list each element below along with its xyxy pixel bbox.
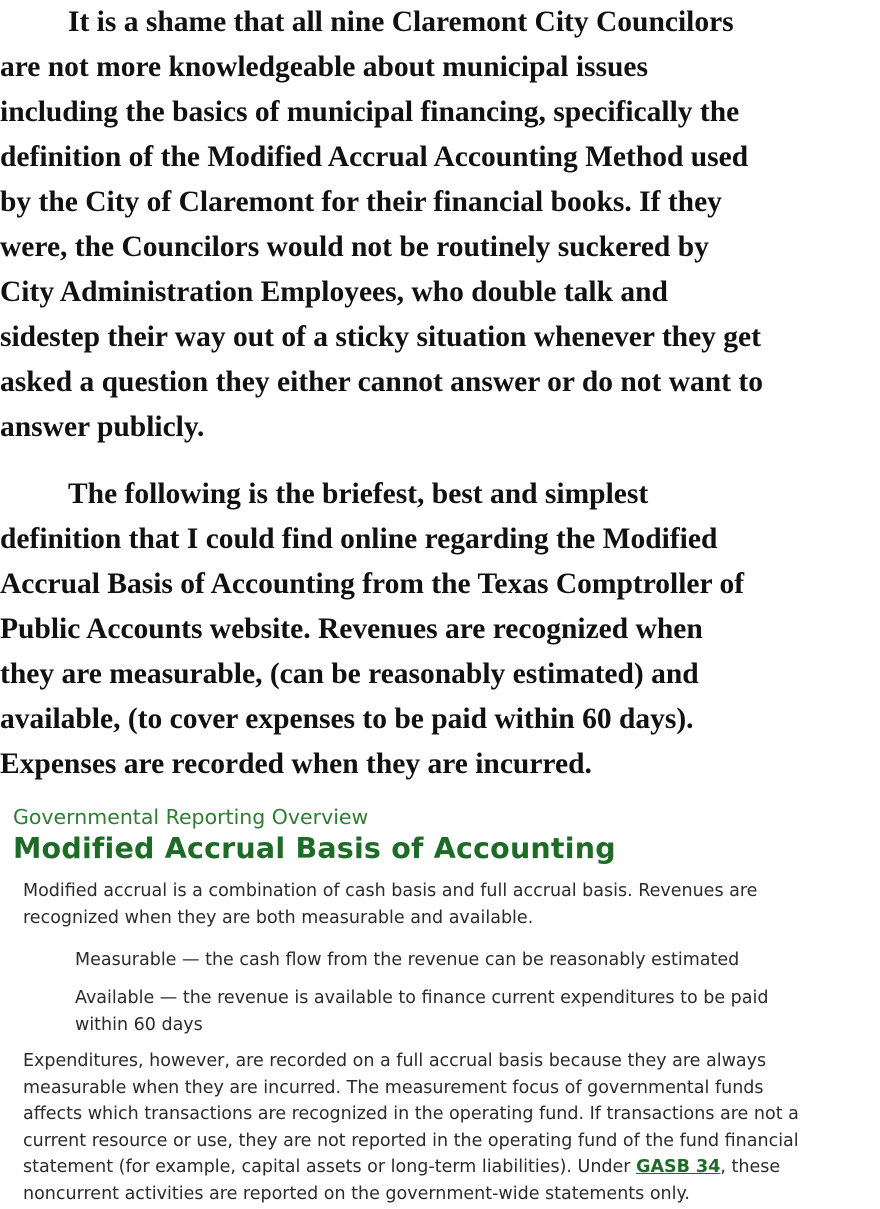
expenditures-paragraph: [23, 1048, 799, 1207]
intro-paragraph: [23, 878, 757, 931]
essay-line: City Administration Employees, who double talk and: [0, 276, 668, 308]
text-line: current resource or use, they are not reported in the operating fund of the fund financial: [23, 1130, 799, 1151]
text-segment: , these: [720, 1157, 781, 1177]
text-line: recognized when they are both measurable and available.: [23, 907, 534, 928]
text-line: measurable when they are incurred. The measurement focus of governmental funds: [23, 1077, 764, 1098]
essay-line: It is a shame that all nine Claremont City Councilors: [68, 6, 734, 38]
web-excerpt: [0, 800, 880, 1209]
text-line: noncurrent activities are reported on the government-wide statements only.: [23, 1183, 690, 1204]
section-heading: Modified Accrual Basis of Accounting: [13, 832, 616, 865]
essay-line: they are measurable, (can be reasonably estimated) and: [0, 658, 699, 690]
essay-line: definition that I could find online regarding the Modified: [0, 523, 718, 555]
essay-line: The following is the briefest, best and simplest: [68, 478, 649, 510]
text-line: Measurable — the cash flow from the revenue can be reasonably estimated: [75, 950, 740, 970]
essay-line: Accrual Basis of Accounting from the Texas Comptroller of: [0, 568, 745, 600]
essay-line: including the basics of municipal financing, specifically the: [0, 96, 740, 128]
essay-line: Expenses are recorded when they are incurred.: [0, 748, 592, 780]
essay-line: asked a question they either cannot answer or do not want to: [0, 366, 763, 398]
text-line: Modified accrual is a combination of cash basis and full accrual basis. Revenues are: [23, 881, 758, 901]
essay-line: definition of the Modified Accrual Accounting Method used: [0, 141, 749, 173]
text-line: within 60 days: [75, 1014, 203, 1035]
text-line: Expenditures, however, are recorded on a full accrual basis because they are always: [23, 1051, 767, 1071]
text-line-with-link: [23, 1154, 799, 1181]
essay-line: sidestep their way out of a sticky situation whenever they get: [0, 321, 761, 353]
essay-line: available, (to cover expenses to be paid within 60 days).: [0, 703, 694, 735]
essay-paragraph-1: [0, 0, 880, 450]
section-kicker: Governmental Reporting Overview: [13, 805, 369, 829]
essay-paragraph-2: [0, 472, 880, 787]
available-definition: [75, 985, 768, 1038]
essay-line: are not more knowledgeable about municipal issues: [0, 51, 648, 83]
text-line: Available — the revenue is available to finance current expenditures to be paid: [75, 988, 769, 1008]
gasb-34-link[interactable]: GASB 34: [636, 1157, 721, 1177]
essay-line: by the City of Claremont for their financial books. If they: [0, 186, 722, 218]
essay-line: answer publicly.: [0, 411, 205, 443]
essay-line: Public Accounts website. Revenues are recognized when: [0, 613, 703, 645]
measurable-definition: [75, 947, 739, 974]
essay-line: were, the Councilors would not be routinely suckered by: [0, 231, 709, 263]
text-segment: statement (for example, capital assets or long-term liabilities). Under: [23, 1157, 637, 1177]
text-line: affects which transactions are recognized in the operating fund. If transactions are not a: [23, 1104, 799, 1124]
